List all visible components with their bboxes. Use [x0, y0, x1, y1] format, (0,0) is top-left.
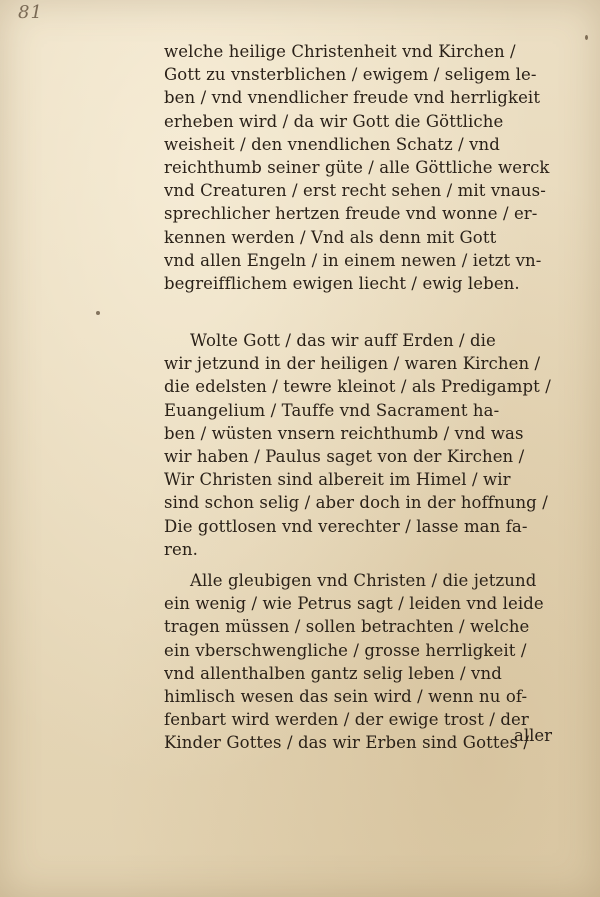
ink-spot — [585, 35, 588, 40]
text-line: Gott zu vnsterblichen / ewigem / seligem le- — [164, 65, 537, 85]
text-line: ren. — [164, 539, 198, 559]
text-line: tragen müssen / sollen betrachten / welche — [164, 617, 530, 637]
text-line: Euangelium / Tauffe vnd Sacrament ha- — [164, 400, 500, 420]
catchword: aller — [514, 726, 553, 745]
text-line: vnd Creaturen / erst recht sehen / mit vnaus- — [164, 181, 546, 201]
paragraph-gap — [164, 295, 574, 329]
paragraph-2 — [164, 329, 574, 561]
text-line: Alle gleubigen vnd Christen / die jetzund — [190, 570, 537, 590]
text-line: vnd allen Engeln / in einem newen / ietzt vn- — [164, 250, 542, 270]
text-line: reichthumb seiner güte / alle Göttliche werck — [164, 157, 550, 177]
text-line: fenbart wird werden / der ewige trost / der — [164, 710, 529, 730]
text-line: begreifflichem ewigen liecht / ewig leben. — [164, 273, 520, 293]
ink-spot — [96, 311, 100, 315]
text-line: himlisch wesen das sein wird / wenn nu of- — [164, 686, 528, 706]
text-line: ben / wüsten vnsern reichthumb / vnd was — [164, 423, 524, 443]
text-line: ein vberschwengliche / grosse herrligkeit / — [164, 640, 527, 660]
text-line: ein wenig / wie Petrus sagt / leiden vnd leide — [164, 594, 544, 614]
text-line: vnd allenthalben gantz selig leben / vnd — [164, 663, 502, 683]
main-text-block — [164, 40, 574, 754]
text-line: erheben wird / da wir Gott die Göttliche — [164, 111, 504, 131]
text-line: Wir Christen sind albereit im Himel / wir — [164, 470, 511, 490]
paragraph-gap — [164, 561, 574, 569]
text-line: wir jetzund in der heiligen / waren Kirchen / — [164, 354, 541, 374]
text-line: Kinder Gottes / das wir Erben sind Gottes / — [164, 733, 530, 753]
text-line: Die gottlosen vnd verechter / lasse man fa- — [164, 516, 528, 536]
text-line: sprechlicher hertzen freude vnd wonne / er- — [164, 204, 538, 224]
text-line: ben / vnd vnendlicher freude vnd herrligkeit — [164, 88, 541, 108]
paragraph-3 — [164, 569, 574, 755]
page-number: 81 — [18, 2, 43, 23]
text-line: wir haben / Paulus saget von der Kirchen / — [164, 447, 525, 466]
text-line: weisheit / den vnendlichen Schatz / vnd — [164, 134, 500, 154]
text-line: kennen werden / Vnd als denn mit Gott — [164, 227, 497, 247]
text-line: sind schon selig / aber doch in der hoffnung / — [164, 493, 548, 513]
text-line: welche heilige Christenheit vnd Kirchen / — [164, 42, 516, 61]
text-line: Wolte Gott / das wir auff Erden / die — [190, 331, 496, 351]
paragraph-1 — [164, 40, 574, 295]
text-line: die edelsten / tewre kleinot / als Predigampt / — [164, 377, 551, 397]
